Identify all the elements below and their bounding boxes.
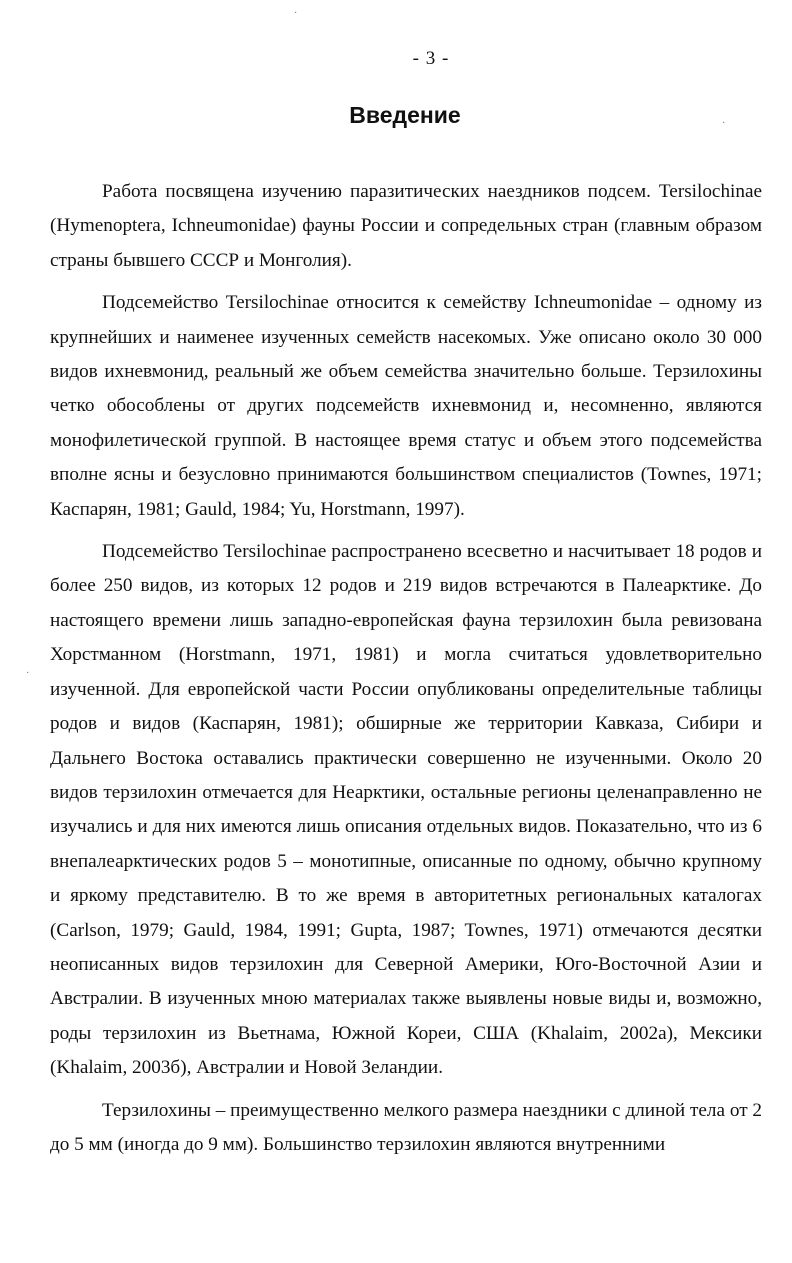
scan-speck: · bbox=[294, 8, 298, 19]
paragraph-3: Подсемейство Tersilochinae распространено всесветно и насчитывает 18 родов и более 250 видов, из которых 12 родов и 219 видов встречаются в Палеарктике. До настоящего времени лишь западно-европейская фауна терзилохин была ревизована Хорстманном (Horstmann, 1971, 1981) и могла считаться удовлетворительно изученной. Для европейской части России опубликованы определительные таблицы родов и видов (Каспарян, 1981); обширные же территории Кавказа, Сибири и Дальнего Востока оставались практически совершенно не изученными. Около 20 видов терзилохин отмечается для Неарктики, остальные регионы целенаправленно не изучались и для них имеются лишь описания отдельных видов. Показательно, что из 6 внепалеарктических родов 5 – монотипные, описанные по одному, обычно крупному и яркому представителю. В то же время в авторитетных региональных каталогах (Carlson, 1979; Gauld, 1984, 1991; Gupta, 1987; Townes, 1971) отмечаются десятки неописанных видов терзилохин для Северной Америки, Юго-Восточной Азии и Австралии. В изученных мною материалах также выявлены новые виды и, возможно, роды терзилохин из Вьетнама, Южной Кореи, США (Khalaim, 2002a), Мексики (Khalaim, 2003б), Австралии и Новой Зеландии. bbox=[50, 541, 762, 1079]
page-title: Введение bbox=[349, 102, 461, 128]
body-text bbox=[50, 175, 762, 1170]
paragraph-1: Работа посвящена изучению паразитических наездников подсем. Tersilochinae (Hymenoptera, Ichneumonidae) фауны России и сопредельных стран (главным образом страны бывшего СССР и Монголия). bbox=[50, 181, 762, 271]
page-number: - 3 - bbox=[412, 48, 450, 69]
scan-speck: · bbox=[26, 668, 30, 679]
paragraph-4: Терзилохины – преимущественно мелкого размера наездники с длиной тела от 2 до 5 мм (иногда до 9 мм). Большинство терзилохин являются внутренними bbox=[50, 1099, 762, 1155]
scan-speck: · bbox=[722, 118, 726, 129]
paragraph-2: Подсемейство Tersilochinae относится к семейству Ichneumonidae – одному из крупнейших и наименее изученных семейств насекомых. Уже описано около 30 000 видов ихневмонид, реальный же объем семейства значительно больше. Терзилохины четко обособлены от других подсемейств ихневмонид и, несомненно, являются монофилетической группой. В настоящее время статус и объем этого подсемейства вполне ясны и безусловно принимаются большинством специалистов (Townes, 1971; Каспарян, 1981; Gauld, 1984; Yu, Horstmann, 1997). bbox=[50, 292, 762, 520]
